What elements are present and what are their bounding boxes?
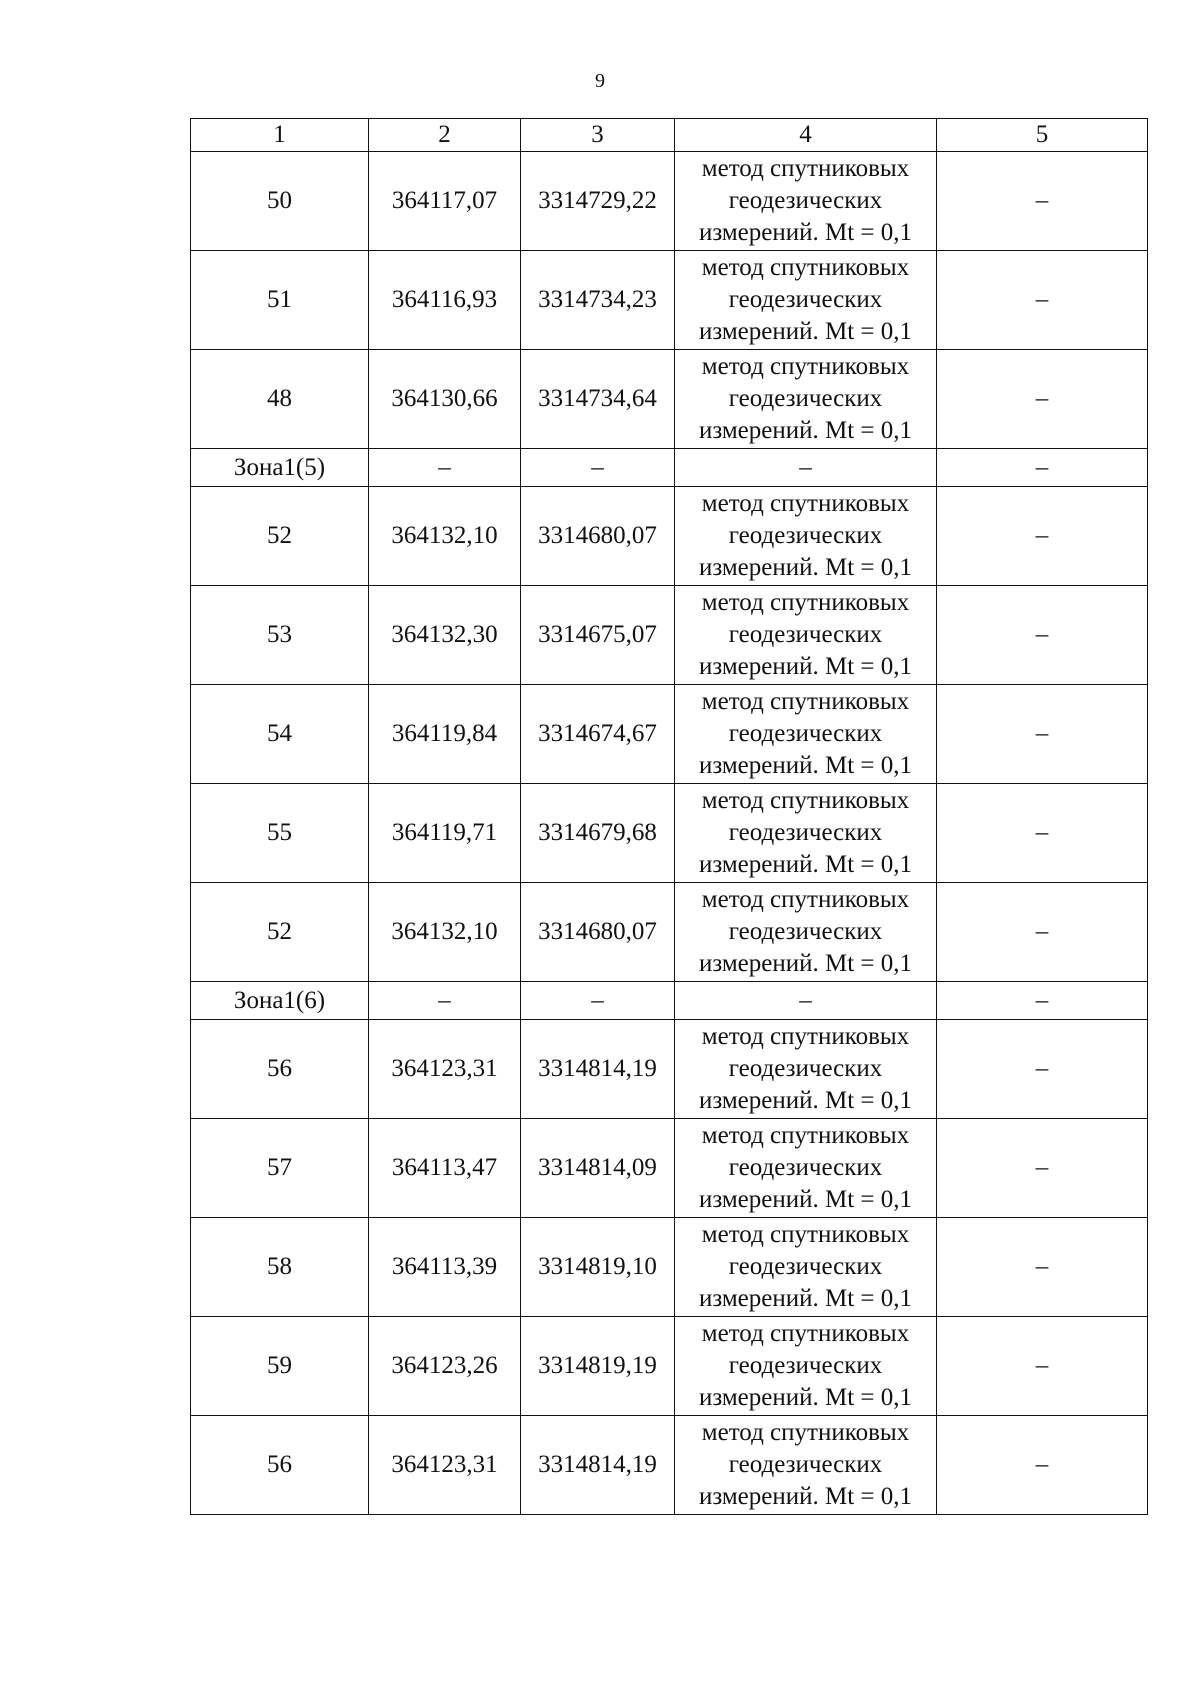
zone-row xyxy=(191,449,1148,487)
method-line: метод спутниковых xyxy=(701,155,910,182)
point-number-cell: 55 xyxy=(191,784,369,883)
x-coordinate-cell: 364123,31 xyxy=(369,1416,521,1515)
method-line: измерений. Mt = 0,1 xyxy=(698,851,913,878)
method-line: измерений. Mt = 0,1 xyxy=(698,1087,913,1114)
method-cell: – xyxy=(675,982,937,1020)
table-row xyxy=(191,586,1148,685)
method-line: геодезических xyxy=(728,918,883,945)
method-cell xyxy=(675,350,937,449)
table-row xyxy=(191,1218,1148,1317)
method-line: измерений. Mt = 0,1 xyxy=(698,1186,913,1213)
extra-cell: – xyxy=(937,685,1148,784)
x-coordinate-cell: 364113,39 xyxy=(369,1218,521,1317)
method-line: измерений. Mt = 0,1 xyxy=(698,1285,913,1312)
extra-cell: – xyxy=(937,152,1148,251)
method-cell xyxy=(675,1416,937,1515)
method-cell xyxy=(675,1020,937,1119)
extra-cell: – xyxy=(937,1218,1148,1317)
extra-cell: – xyxy=(937,1020,1148,1119)
method-line: геодезических xyxy=(728,720,883,747)
point-number-cell: 51 xyxy=(191,251,369,350)
extra-cell: – xyxy=(937,883,1148,982)
table-row xyxy=(191,784,1148,883)
method-line: геодезических xyxy=(728,819,883,846)
extra-cell: – xyxy=(937,1119,1148,1218)
method-line: геодезических xyxy=(728,385,883,412)
method-line: измерений. Mt = 0,1 xyxy=(698,417,913,444)
method-cell xyxy=(675,784,937,883)
y-coordinate-cell: 3314814,19 xyxy=(521,1020,675,1119)
zone-row xyxy=(191,982,1148,1020)
point-number-cell: 48 xyxy=(191,350,369,449)
point-number-cell: 53 xyxy=(191,586,369,685)
extra-cell: – xyxy=(937,251,1148,350)
x-coordinate-cell: 364117,07 xyxy=(369,152,521,251)
point-number-cell: 59 xyxy=(191,1317,369,1416)
method-line: метод спутниковых xyxy=(701,1221,910,1248)
method-line: метод спутниковых xyxy=(701,1419,910,1446)
method-line: измерений. Mt = 0,1 xyxy=(698,1384,913,1411)
method-cell xyxy=(675,251,937,350)
point-number-cell: 56 xyxy=(191,1416,369,1515)
header-cell: 4 xyxy=(675,119,937,152)
method-cell xyxy=(675,1317,937,1416)
method-line: геодезических xyxy=(728,187,883,214)
method-line: измерений. Mt = 0,1 xyxy=(698,219,913,246)
y-coordinate-cell: 3314814,19 xyxy=(521,1416,675,1515)
header-cell: 3 xyxy=(521,119,675,152)
y-coordinate-cell: – xyxy=(521,449,675,487)
method-line: геодезических xyxy=(728,1253,883,1280)
coordinates-table xyxy=(190,118,1148,1515)
y-coordinate-cell: 3314819,10 xyxy=(521,1218,675,1317)
method-line: измерений. Mt = 0,1 xyxy=(698,318,913,345)
method-line: измерений. Mt = 0,1 xyxy=(698,752,913,779)
point-number-cell: 50 xyxy=(191,152,369,251)
point-number-cell: 52 xyxy=(191,883,369,982)
point-number-cell: 57 xyxy=(191,1119,369,1218)
table-row xyxy=(191,1020,1148,1119)
table-row xyxy=(191,1317,1148,1416)
x-coordinate-cell: – xyxy=(369,449,521,487)
point-number-cell: Зона1(5) xyxy=(191,449,369,487)
extra-cell: – xyxy=(937,982,1148,1020)
method-line: метод спутниковых xyxy=(701,353,910,380)
table-body xyxy=(191,119,1148,1515)
table-row xyxy=(191,152,1148,251)
x-coordinate-cell: 364119,84 xyxy=(369,685,521,784)
method-line: метод спутниковых xyxy=(701,688,910,715)
y-coordinate-cell: 3314729,22 xyxy=(521,152,675,251)
method-line: измерений. Mt = 0,1 xyxy=(698,1483,913,1510)
extra-cell: – xyxy=(937,586,1148,685)
point-number-cell: 54 xyxy=(191,685,369,784)
method-cell: – xyxy=(675,449,937,487)
method-line: измерений. Mt = 0,1 xyxy=(698,653,913,680)
method-line: геодезических xyxy=(728,1451,883,1478)
x-coordinate-cell: 364132,30 xyxy=(369,586,521,685)
x-coordinate-cell: – xyxy=(369,982,521,1020)
x-coordinate-cell: 364123,26 xyxy=(369,1317,521,1416)
extra-cell: – xyxy=(937,487,1148,586)
point-number-cell: 52 xyxy=(191,487,369,586)
method-line: геодезических xyxy=(728,621,883,648)
method-line: метод спутниковых xyxy=(701,1122,910,1149)
table-header-row xyxy=(191,119,1148,152)
extra-cell: – xyxy=(937,449,1148,487)
method-line: геодезических xyxy=(728,1154,883,1181)
method-line: геодезических xyxy=(728,1055,883,1082)
y-coordinate-cell: 3314674,67 xyxy=(521,685,675,784)
y-coordinate-cell: 3314679,68 xyxy=(521,784,675,883)
point-number-cell: 56 xyxy=(191,1020,369,1119)
method-cell xyxy=(675,487,937,586)
x-coordinate-cell: 364123,31 xyxy=(369,1020,521,1119)
extra-cell: – xyxy=(937,1317,1148,1416)
table-row xyxy=(191,1119,1148,1218)
extra-cell: – xyxy=(937,784,1148,883)
point-number-cell: 58 xyxy=(191,1218,369,1317)
y-coordinate-cell: 3314819,19 xyxy=(521,1317,675,1416)
method-line: метод спутниковых xyxy=(701,589,910,616)
table-row xyxy=(191,350,1148,449)
x-coordinate-cell: 364130,66 xyxy=(369,350,521,449)
method-line: метод спутниковых xyxy=(701,1320,910,1347)
y-coordinate-cell: – xyxy=(521,982,675,1020)
table-row xyxy=(191,487,1148,586)
x-coordinate-cell: 364132,10 xyxy=(369,883,521,982)
y-coordinate-cell: 3314734,23 xyxy=(521,251,675,350)
extra-cell: – xyxy=(937,350,1148,449)
method-cell xyxy=(675,152,937,251)
header-cell: 1 xyxy=(191,119,369,152)
method-line: геодезических xyxy=(728,286,883,313)
table-row xyxy=(191,883,1148,982)
method-line: метод спутниковых xyxy=(701,1023,910,1050)
x-coordinate-cell: 364119,71 xyxy=(369,784,521,883)
table-row xyxy=(191,1416,1148,1515)
method-cell xyxy=(675,1218,937,1317)
method-line: метод спутниковых xyxy=(701,886,910,913)
method-line: геодезических xyxy=(728,1352,883,1379)
method-line: измерений. Mt = 0,1 xyxy=(698,554,913,581)
page-number: 9 xyxy=(595,70,605,92)
method-line: измерений. Mt = 0,1 xyxy=(698,950,913,977)
method-line: геодезических xyxy=(728,522,883,549)
method-cell xyxy=(675,1119,937,1218)
x-coordinate-cell: 364116,93 xyxy=(369,251,521,350)
y-coordinate-cell: 3314680,07 xyxy=(521,487,675,586)
point-number-cell: Зона1(6) xyxy=(191,982,369,1020)
header-cell: 5 xyxy=(937,119,1148,152)
extra-cell: – xyxy=(937,1416,1148,1515)
header-cell: 2 xyxy=(369,119,521,152)
y-coordinate-cell: 3314675,07 xyxy=(521,586,675,685)
table-row xyxy=(191,685,1148,784)
method-line: метод спутниковых xyxy=(701,787,910,814)
y-coordinate-cell: 3314814,09 xyxy=(521,1119,675,1218)
method-cell xyxy=(675,586,937,685)
table-row xyxy=(191,251,1148,350)
y-coordinate-cell: 3314734,64 xyxy=(521,350,675,449)
method-line: метод спутниковых xyxy=(701,254,910,281)
y-coordinate-cell: 3314680,07 xyxy=(521,883,675,982)
x-coordinate-cell: 364132,10 xyxy=(369,487,521,586)
method-cell xyxy=(675,883,937,982)
method-line: метод спутниковых xyxy=(701,490,910,517)
x-coordinate-cell: 364113,47 xyxy=(369,1119,521,1218)
method-cell xyxy=(675,685,937,784)
